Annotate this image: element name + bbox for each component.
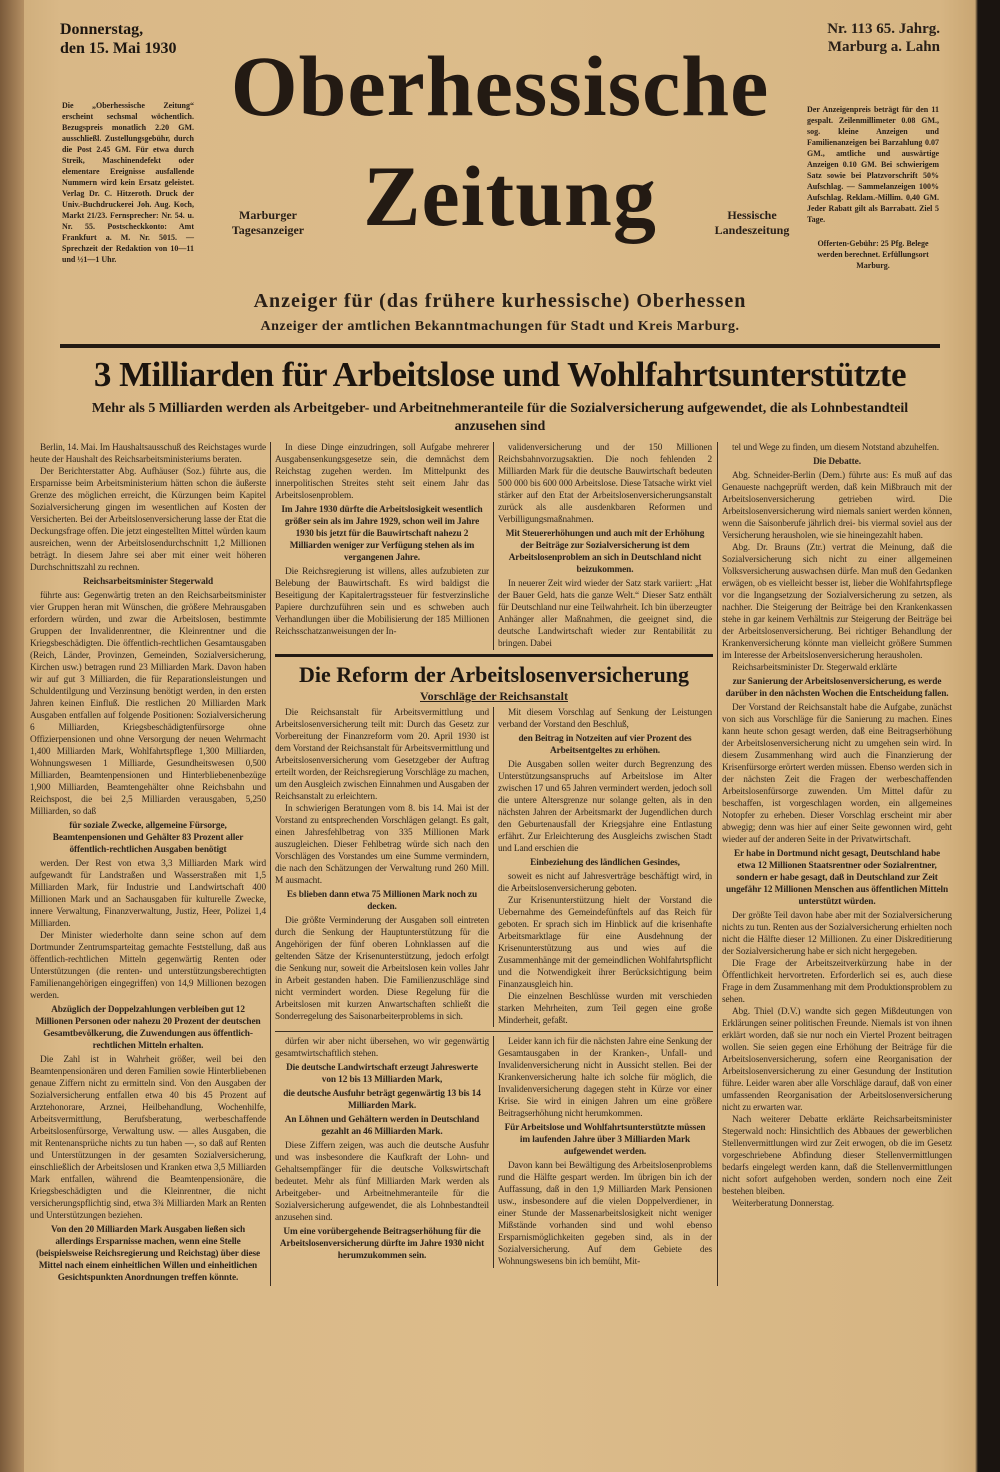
highlighted-paragraph: den Beitrag in Notzeiten auf vier Prozent des Arbeitsentgeltes zu erhöhen. <box>518 734 692 756</box>
column-3-top <box>498 442 712 650</box>
paragraph: Die Zahl ist in Wahrheit größer, weil bei den Beamtenpensionären und deren Familien sowie Hinterbliebenen genaue Ziffern nicht zu ermitteln sind. Von den Ausgaben der Sozialversicherung entfallen etwa 40 bis 45 Prozent auf Arztehonorare, Arznei, Heilbehandlung, Wochenhilfe, Arbeitsvermittlung, Berufsberatung, werbeschaffende Arbeitslosenfürsorge, Verwaltung usw. — alles Ausgaben, die mit Rentenansprüche nichts zu tun haben —, so daß auf Renten und Unterstützungen in der gesamten Sozialversicherung, einschließlich der Arbeitslosen und Kranken etwa 3,5 Milliarden Mark entfallen, während die Beamtenpensionäre, die Kriegsbeschädigten und die Kleinrentner, die nicht versicherungspflichtig sind, etwa 3¾ Milliarden Mark an Renten und Unterstützungen beziehen. <box>30 1055 266 1221</box>
weekday: Donnerstag, <box>60 21 144 38</box>
date-block <box>60 20 195 58</box>
paragraph: Die größte Verminderung der Ausgaben soll eintreten durch die Senkung der Hauptunterstützung für die Angehörigen der fünf oberen Lohnklassen auf die geltenden Sätze der Krisenunterstützung, jedoch erfolgt die Senkung nur, soweit die Arbeitslosen kein volles Jahr in Arbeit gestanden haben. Die Familienzuschläge sind nicht vermindert worden. Diese Regelung für die Arbeitslosen mit kurzen Anwartschaften schließt die Sonderregelung des Saisonarbeiterproblems in sich. <box>275 916 489 1022</box>
column-2-bottom <box>275 1036 489 1268</box>
paragraph: Reichsarbeitsminister Dr. Stegerwald erklärte <box>732 663 897 673</box>
highlighted-paragraph: Es blieben dann etwa 75 Millionen Mark noch zu decken. <box>286 890 478 912</box>
paragraph: Die Reichsregierung ist willens, alles aufzubieten zur Belebung der Bauwirtschaft. Es wird baldigst die Beseitigung der Kapitalertragssteuer für festverzinsliche Papiere durchzuführen sein und es schweben auch Verhandlungen über die Mobilisierung der 185 Millionen Reichsschatzanweisungen der In- <box>275 567 489 637</box>
section-rule <box>275 1031 713 1032</box>
top-columns <box>275 442 713 650</box>
column-divider <box>270 442 271 1286</box>
highlighted-paragraph: Für Arbeitslose und Wohlfahrtsunterstützte müssen im laufenden Jahre über 3 Milliarden Mark aufgewendet werden. <box>504 1123 706 1157</box>
highlighted-paragraph: Mit Steuererhöhungen und auch mit der Erhöhung der Beiträge zur Sozialversicherung ist dem Arbeitslosenproblem an sich in Deutschland nicht beizukommen. <box>505 529 705 575</box>
paragraph: Die einzelnen Beschlüsse wurden mit verschieden starken Mehrheiten, zum Teil gegen eine große Minderheit, gefaßt. <box>498 992 712 1026</box>
column-1 <box>30 442 266 1286</box>
section-heading: Reichsarbeitsminister Stegerwald <box>82 577 214 587</box>
paragraph: In neuerer Zeit wird wieder der Satz stark variiert: „Hat der Bauer Geld, hats die ganze Welt.“ Dieser Satz enthält für Deutschland nur eine Teilwahrheit. Ich bin überzeugter Anhänger aller Maßnahmen, die geeignet sind, die deutsche Landwirtschaft wieder zur Rentabilität zu bringen. Dabei <box>498 579 712 649</box>
content-area <box>0 352 1000 1286</box>
paragraph: Weiterberatung Donnerstag. <box>732 1199 834 1209</box>
paragraph: Der größte Teil davon habe aber mit der Sozialversicherung nichts zu tun. Renten aus der Sozialversicherung erhielten noch nicht die Hälfte dieser 12 Millionen. Zu einer Diskreditierung der Sozialversicherung habe er sich nicht hergegeben. <box>722 911 952 957</box>
bottom-columns <box>275 1036 713 1268</box>
paragraph: validenversicherung und der 150 Millionen Reichsbahnvorzugsaktien. Die noch fehlenden 2 Milliarden Mark für die deutsche Bauwirtschaft bedeuten 500 000 bis 600 000 Arbeitslose. Diese Tatsache wirkt viel stärker auf den Etat der Arbeitslosenversicherungsanstalt zurück als alle ausdenkbaren Reformen und Verbilligungsmaßnahmen. <box>498 443 712 525</box>
highlighted-paragraph: Die deutsche Landwirtschaft erzeugt Jahreswerte von 12 bis 13 Milliarden Mark, <box>286 1063 478 1085</box>
paragraph: In schwierigen Beratungen vom 8. bis 14. Mai ist der Vorstand zu entsprechenden Vorschlägen gelangt. Es galt, einen Jahresfehlbetrag von 335 Millionen Mark auszugleichen. Dieser Fehlbetrag würde sich nach den Vorschlägen des Vorstandes um eine Summe vermindern, die nach den Schätzungen der Verwaltung rund 260 Mill. M ausmacht. <box>275 804 489 886</box>
paragraph: tel und Wege zu finden, um diesem Notstand abzuhelfen. <box>732 443 939 453</box>
highlighted-paragraph: Einbeziehung des ländlichen Gesindes, <box>530 858 680 868</box>
reform-column-left <box>275 707 489 1027</box>
column-divider <box>493 1036 494 1268</box>
middle-section <box>275 442 713 1286</box>
paragraph: Diese Ziffern zeigen, was auch die deutsche Ausfuhr und was insbesondere die Kaufkraft der Lohn- und Gehaltsempfänger für die deutsche Volkswirtschaft bedeutet. Mehr als fünf Milliarden Mark werden als Arbeitgeber- und Arbeitnehmeranteile für die Sozialversicherung aufgewendet, die als Lohnbestandteil anzusehen sind. <box>275 1141 489 1223</box>
reform-columns <box>275 707 713 1027</box>
paragraph: soweit es nicht auf Jahresverträge beschäftigt wird, in die Arbeitslosenversicherung geboten. <box>498 872 712 894</box>
paragraph: Nach weiterer Debatte erklärte Reichsarbeitsminister Stegerwald noch: Hinsichtlich des Abbaues der gewerblichen Stellenvermittlungen wird zur Zeit erwogen, ob die im Gesetz vorgeschriebene Abfindung dieser Stellenvermittlungen bedarfs eingelegt werden kann, daß die Stellenvermittlungen nicht sofort aufgehoben werden, sondern noch eine Zeit bestehen bleiben. <box>722 1115 952 1197</box>
column-4 <box>722 442 952 1286</box>
paragraph: Abg. Thiel (D.V.) wandte sich gegen Mißdeutungen von Erklärungen seiner politischen Freunde. Niemals ist von ihnen erklärt worden, daß sie nur noch ein Viertel Prozent beitragen wollen. Sie seien gegen eine Erhöhung der Beiträge für die Arbeitslosenversicherung, sofern eine Reorganisation der Arbeitslosenversicherung zu einer Gesundung der Institution führe. Leider waren aber alle Vorschläge darauf, daß von einer umfassenden Reorganisation der Arbeitslosenversicherung nicht zu erwarten war. <box>722 1007 952 1113</box>
highlighted-paragraph: An Löhnen und Gehältern werden in Deutschland gezahlt an 46 Milliarden Mark. <box>284 1115 480 1137</box>
left-tagline: Marburger Tagesanzeiger <box>231 208 305 237</box>
masthead <box>0 0 1000 352</box>
section-heading: Die Debatte. <box>813 457 861 467</box>
paragraph: Berlin, 14. Mai. Im Haushaltsausschuß des Reichstages wurde heute der Haushalt des Reichsarbeitsministeriums beraten. <box>30 443 266 465</box>
column-divider <box>717 442 718 1286</box>
subtitle-1: Anzeiger für (das frühere kurhessische) Oberhessen <box>253 290 747 312</box>
masthead-rule <box>60 344 940 348</box>
column-3-bottom <box>498 1036 712 1268</box>
date: den 15. Mai 1930 <box>60 40 177 57</box>
reform-subheadline: Vorschläge der Reichsanstalt <box>420 689 568 703</box>
paragraph: Der Berichterstatter Abg. Aufhäuser (Soz.) führte aus, die Ersparnisse beim Arbeitsministerium hätten schon die äußerste Grenze des möglichen erreicht, die Kürzungen beim Kapitel Sozialversicherung gingen im wesentlichen auf Kosten der Versicherten. Bei der Arbeitslosenversicherung lasse der Etat die Deckungsfrage offen. Die jetzt eingestellten Mittel würden kaum ausreichen, wenn der Arbeitslosendurchschnitt 1,2 Millionen beträgt. In diesem Jahre sei aber mit einer weit höheren Durchschnittszahl zu rechnen. <box>30 467 266 573</box>
paragraph: Mit diesem Vorschlag auf Senkung der Leistungen verband der Vorstand den Beschluß, <box>498 708 712 730</box>
main-headline: 3 Milliarden für Arbeitslose und Wohlfahrtsunterstützte <box>93 355 907 394</box>
paragraph: Zur Krisenunterstützung hielt der Vorstand die Uebernahme des Gemeindefünftels auf das Reich für geboten. Er sprach sich im Hinblick auf die krisenhafte Arbeitsmarktlage für eine Ausdehnung der Krisenunterstützung aus und wies auf die Zusammenhänge mit der gemeindlichen Wohlfahrtspflicht und die Notwendigkeit ihrer Berücksichtigung beim Finanzausgleich hin. <box>498 896 712 990</box>
right-tagline: Hessische Landeszeitung <box>714 208 790 237</box>
paragraph: Der Minister wiederholte dann seine schon auf dem Dortmunder Zentrumsparteitag gemachte Feststellung, daß aus öffentlich-rechtlichen Mitteln gegenwärtig Renten oder Unterstützungen (die renten- und unterstützungsberechtigten Familienangehörigen eingegriffen) von 14,9 Millionen bezogen werden. <box>30 931 266 1001</box>
paragraph: führte aus: Gegenwärtig treten an den Reichsarbeitsminister vier Gruppen heran mit Wünschen, die größere Mehrausgaben erfordern würden, und zwar die Arbeitslosen, bestimmte Gruppen der Invalidenrentner, die Kleinrentner und die Kriegsbeschädigten. Die öffentlich-rechtlichen Gesamtausgaben (Reich, Länder, Provinzen, Gemeinden, Sozialversicherung, Kirchen usw.) betragen rund 23 Milliarden Mark. Davon haben wir auf gut 3 Milliarden, die für Reparationsleistungen und Schuldentilgung und Verzinsung benötigt werden, in den ersten Jahren keinen Einfluß. Die restlichen 20 Milliarden Mark Ausgaben entfallen auf folgende Positionen: Sozialversicherung 6 Milliarden, Kriegsbeschädigtenfürsorge ohne Offizierpensionen und ohne Versorgung der neuen Wehrmacht 1,400 Milliarden Mark, Wohlfahrtspflege 1,300 Milliarden, Wohnungswesen 1 Milliarde, Gesundheitswesen 0,500 Milliarden, Beamtenpensionen und Hinterbliebenenbezüge 1,900 Milliarden, Beamtengehälter ohne Reichsbahn und Reichspost, die bei 2,5 Milliarden verausgaben, 5,250 Milliarden, so daß <box>30 591 266 817</box>
advertising-prices: Der Anzeigenpreis beträgt für den 11 gespalt. Zeilenmillimeter 0.08 GM., sog. kleine Anzeigen und Familienanzeigen bei Barzahlung 0.07 GM., amtliche und auswärtige Anzeigen 0.10 GM. Bei schwierigem Satz sowie bei Platzvorschrift 50% Aufschlag. — Sammelanzeigen 100% Aufschlag. Reklam.-Millim. 0,40 GM. Jeder Rabatt gilt als Barrabatt. Ziel 5 Tage. <box>807 105 939 224</box>
paragraph: Davon kann bei Bewältigung des Arbeitslosenproblems rund die Hälfte gespart werden. Im übrigen bin ich der Auffassung, daß in den 1,9 Milliarden Mark Pensionen usw., insbesondere auf die vielen Doppelverdiener, in einer Stunde der Massenarbeitslosigkeit nicht weniger Mißstände vorhanden sind und wohl ebenso Ersparnismöglichkeiten gegeben sind, als in der Sozialversicherung. Auf dem Gebiete des Wohnungswesens bin ich bemüht, Mit- <box>498 1161 712 1267</box>
reform-headline: Die Reform der Arbeitslosenversicherung <box>298 662 690 687</box>
paragraph: Die Frage der Arbeitszeitverkürzung habe in der Öffentlichkeit hervortreten. Erforderlich sei es, auch diese Frage in dem Zusammenhang mit dem Produktionsproblem zu sehen. <box>722 959 952 1005</box>
paragraph: werden. Der Rest von etwa 3,3 Milliarden Mark wird aufgewandt für Landstraßen und Wasserstraßen mit 1,5 Milliarden Mark, für Industrie und Landwirtschaft 400 Millionen Mark und an Sachausgaben für kulturelle Zwecke, innere Verwaltung, Finanzverwaltung, Justiz, Heer, Polizei 1,4 Milliarden. <box>30 859 266 929</box>
section-rule <box>275 654 713 657</box>
highlighted-paragraph: für soziale Zwecke, allgemeine Fürsorge, Beamtenpensionen und Gehälter 83 Prozent aller öffentlich-rechtlichen Ausgaben benötigt <box>52 821 244 855</box>
place: Marburg a. Lahn <box>827 39 940 55</box>
highlighted-paragraph: Abzüglich der Doppelzahlungen verbleiben gut 12 Millionen Personen oder nahezu 20 Prozent der deutschen Gesamtbevölkerung, die Zuwendungen aus öffentlich-rechtlichen Mitteln erhalten. <box>35 1005 261 1051</box>
column-divider <box>493 442 494 650</box>
highlighted-paragraph: Von den 20 Milliarden Mark Ausgaben ließen sich allerdings Ersparnisse machen, wenn eine Stelle (beispielsweise Reichsregierung und Reichstag) über diese Mittel nach einem einheitlichen Willen und einheitlichen Gesichtspunkten Anordnungen treffen könnte. <box>35 1225 261 1283</box>
paragraph: Der Vorstand der Reichsanstalt habe die Aufgabe, zunächst von sich aus Vorschläge für die Sanierung zu machen. Eines kann heute schon gesagt werden, daß eine Beitragserhöhung der Arbeitslosenversicherung nicht zu umgehen sein wird. In diesem Zusammenhang wird auch die Finanzierung der Krisenfürsorge erörtert werden müssen. Ebenso werden sich in der nächsten Zeit die Fragen der werbeschaffenden Arbeitslosenfürsorge zuwenden. Um Mittel dafür zu beschaffen, ist vorgeschlagen worden, ein allgemeines Notopfer zu erheben. Dieser Vorschlag erscheint mir aber abwegig; denn was hier auf einer Seite gewonnen wird, geht wieder auf der anderen Seite in der Privatwirtschaft. <box>722 703 952 845</box>
subtitle-2: Anzeiger der amtlichen Bekanntmachungen für Stadt und Kreis Marburg. <box>260 319 740 334</box>
column-divider <box>493 707 494 1027</box>
highlighted-paragraph: Im Jahre 1930 dürfte die Arbeitslosigkeit wesentlich größer sein als im Jahre 1929, schon weil im Jahre 1930 bis jetzt für die Bauwirtschaft nahezu 2 Milliarden weniger zur Verfügung stehen als im vergangenen Jahre. <box>281 505 483 563</box>
newspaper-title-line2: Zeitung <box>363 148 657 244</box>
paragraph: Die Reichsanstalt für Arbeitsvermittlung und Arbeitslosenversicherung teilt mit: Durch das Gesetz zur Vorbereitung der Finanzreform vom 20. April 1930 ist dem Vorstand der Reichsanstalt für Arbeitsvermittlung und Arbeitslosenversicherung vom Gesetzgeber der Auftrag erteilt worden, der Reichsregierung Vorschläge zu machen, um den Ausgleich zwischen Einnahmen und Ausgaben der Reichsanstalt zu erleichtern. <box>275 708 489 802</box>
advertising-fees: Offerten-Gebühr: 25 Pfg. Belege werden berechnet. Erfüllungsort Marburg. <box>817 239 929 270</box>
paragraph: dürfen wir aber nicht übersehen, wo wir gegenwärtig gesamtwirtschaftlich stehen. <box>275 1037 489 1059</box>
columns <box>30 442 970 1286</box>
highlighted-paragraph: Um eine vorübergehende Beitragserhöhung für die Arbeitslosenversicherung dürfte im Jahre 1930 nicht herumzukommen sein. <box>279 1227 485 1261</box>
paragraph: In diese Dinge einzudringen, soll Aufgabe mehrerer Ausgabensenkungsgesetze sein, die demnächst dem Reichstag zugehen werden. Im Mittelpunkt des innerpolitischen Streites steht seit einem Jahr das Arbeitslosenproblem. <box>275 443 489 501</box>
reform-column-right <box>498 707 712 1027</box>
paragraph: Abg. Dr. Brauns (Ztr.) vertrat die Meinung, daß die Sozialversicherung sich nicht zu einer allgemeinen Volksversicherung auswachsen dürfe. Man muß den Gedanken erwägen, ob es vielleicht besser ist, lieber die Wohlfahrtspflege vor die Ingangsetzung der Sozialversicherung zu setzen, als nachher. Die Steigerung der Beiträge bei den Krankenkassen stehe in gar keinem Verhältnis zur Steigerung der Beiträge bei der Arbeitslosenversicherung. Bei richtiger Behandlung der Krankenversicherung könnte man vielleicht größere Summen im Interesse der Arbeitslosenversicherung herausholen. <box>722 543 952 661</box>
column-2-top <box>275 442 489 650</box>
newspaper-title-line1: Oberhessische <box>230 38 770 134</box>
paragraph: Abg. Schneider-Berlin (Dem.) führte aus: Es muß auf das Genaueste nachgeprüft werden, daß kein Mißbrauch mit der Arbeitslosenversicherung getrieben wird. Die Arbeitslosenversicherung wird niemals saniert werden können, wenn die Saisonberufe jährlich drei- bis viermal soviel aus der Versicherung herausholen, wie sie hineingezahlt haben. <box>722 471 952 541</box>
paragraph: Leider kann ich für die nächsten Jahre eine Senkung der Gesamtausgaben in der Kranken-, Unfall- und Invalidenversicherung nicht in Aussicht stellen. Bei der Krankenversicherung halte ich solche für möglich, die Invalidenversicherung dagegen steht in Kürze vor einer Krise. Sie wird in einigen Jahren um eine größere Beitragserhöhung nicht herumkommen. <box>498 1037 712 1119</box>
headline-deck: Mehr als 5 Milliarden werden als Arbeitgeber- und Arbeitnehmeranteile für die Sozialversicherung aufgewendet, die als Lohnbestandteil anzusehen sind <box>91 401 909 434</box>
subscription-info: Die „Oberhessische Zeitung“ erscheint sechsmal wöchentlich. Bezugspreis monatlich 2.20 GM. ausschließl. Zustellungsgebühr, durch die Post 2.45 GM. Für etwa durch Streik, Maschinendefekt oder elementare Ereignisse ausfallende Nummern wird kein Ersatz geleistet. Verlag Dr. C. Hitzeroth. Druck der Univ.-Buchdruckerei Joh. Aug. Koch, Markt 21/23. Fernsprecher: Nr. 54. u. Nr. 55. Postscheckkonto: Amt Frankfurt a. M. Nr. 5015. — Sprechzeit der Redaktion von 10—11 und ½1—1 Uhr. <box>62 101 194 264</box>
highlighted-paragraph: die deutsche Ausfuhr beträgt gegenwärtig 13 bis 14 Milliarden Mark. <box>283 1089 481 1111</box>
issue-block <box>800 20 940 56</box>
paragraph: Die Ausgaben sollen weiter durch Begrenzung des Unterstützungsanspruchs auf Arbeitslose im Alter zwischen 17 und 65 Jahren vermindert werden, jedoch soll die untere Altersgrenze nur solange gelten, als in den nächsten Jahren der Arbeitsmarkt der Jugendlichen durch den Geburtenausfall der Kriegsjahre eine Entlastung erfährt. Zur Erleichterung des Ausgleichs zwischen Stadt und Land erschien die <box>498 760 712 854</box>
highlighted-paragraph: zur Sanierung der Arbeitslosenversicherung, es werde darüber in den nächsten Wochen die Entscheidung fallen. <box>725 677 949 699</box>
issue-number: Nr. 113 65. Jahrg. <box>827 21 940 37</box>
highlighted-paragraph: Er habe in Dortmund nicht gesagt, Deutschland habe etwa 12 Millionen Staatsrentner oder Sozialrentner, sondern er habe gesagt, daß in Deutschland zur Zeit ungefähr 12 Millionen Menschen aus öffentlichen Mitteln unterstützt würden. <box>725 849 949 907</box>
